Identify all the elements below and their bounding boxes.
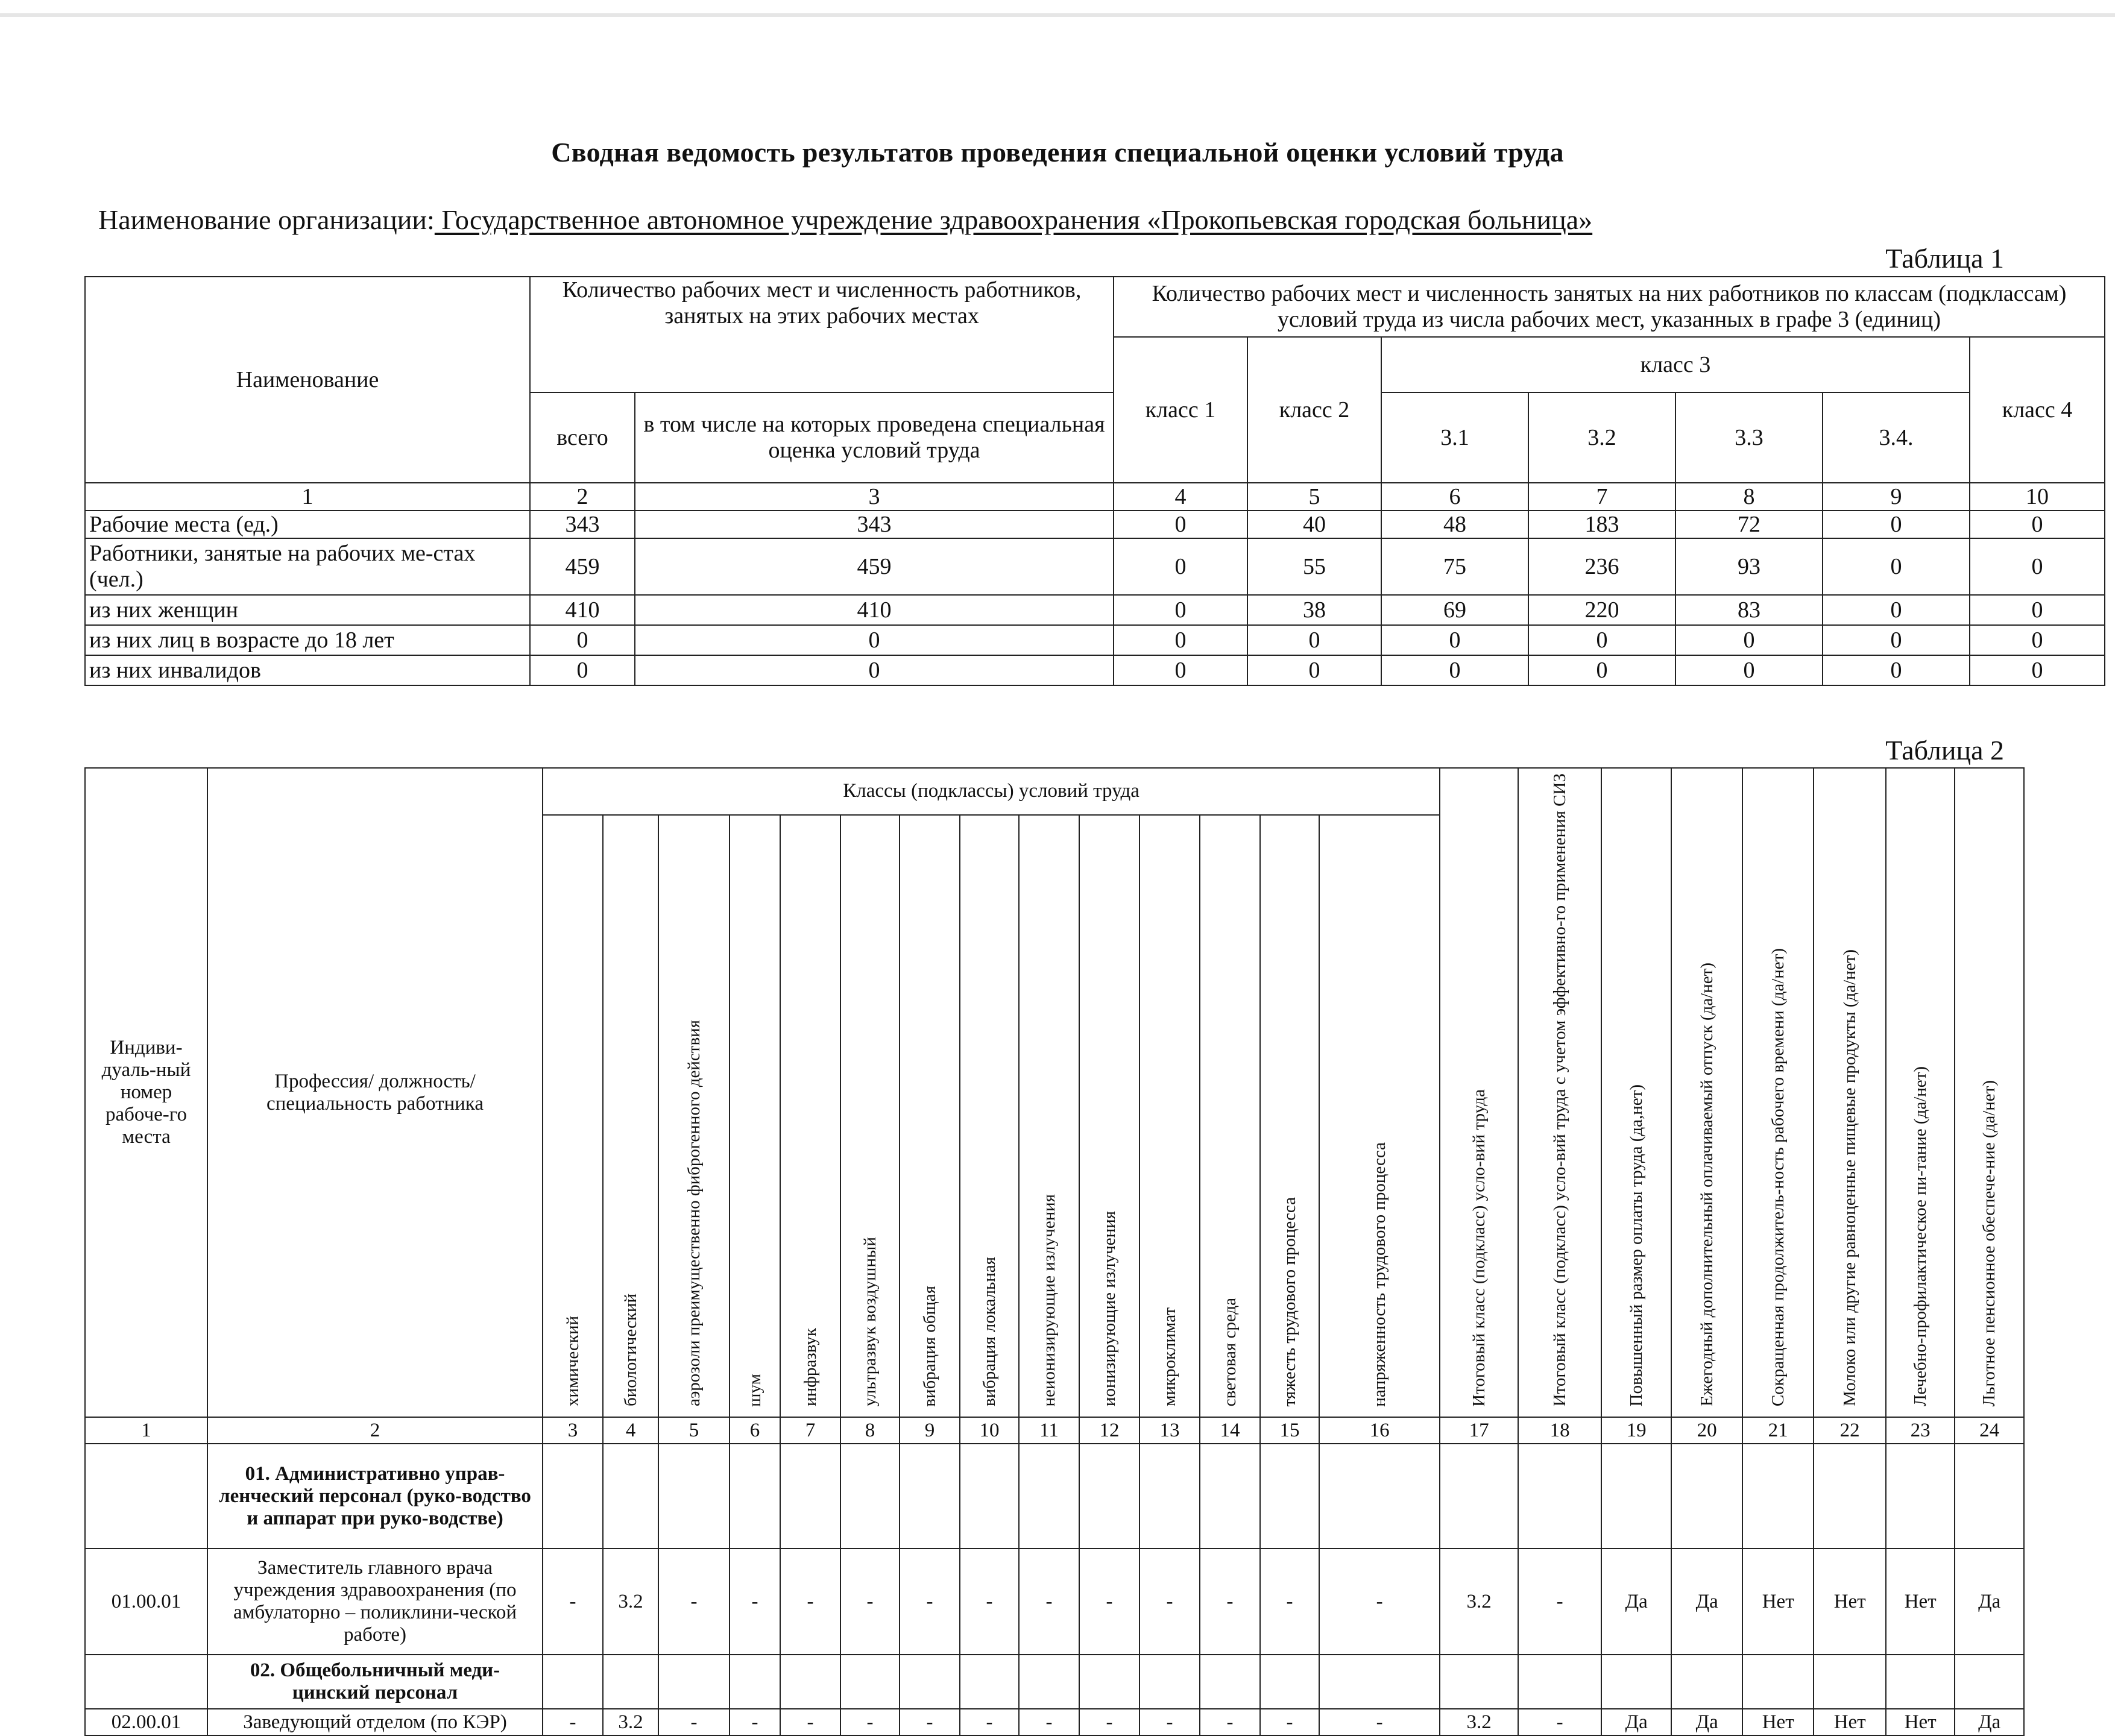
t2-header-factor: вибрация локальная <box>960 815 1019 1418</box>
t1-header-sub34: 3.4. <box>1823 392 1970 483</box>
t2-colnum: 4 <box>603 1417 658 1444</box>
t1-cell: 0 <box>1675 625 1823 655</box>
t2-header-factor: химический <box>543 815 603 1418</box>
t2-cell: Нет <box>1886 1549 1955 1655</box>
t1-cell: 459 <box>530 538 635 595</box>
t2-cell: 3.2 <box>603 1709 658 1735</box>
t2-colnum: 5 <box>658 1417 730 1444</box>
t2-colnum: 1 <box>85 1417 207 1444</box>
t2-header-factor: биологический <box>603 815 658 1418</box>
t1-colnum: 9 <box>1823 483 1970 511</box>
t1-row-label: из них инвалидов <box>85 655 530 685</box>
t1-cell: 0 <box>1381 625 1528 655</box>
t2-header-result-7: Лечебно-профилактическое пи-тание (да/нет) <box>1886 768 1955 1417</box>
t1-cell: 220 <box>1528 595 1675 625</box>
t2-colnum: 11 <box>1019 1417 1079 1444</box>
t1-cell: 38 <box>1247 595 1381 625</box>
t2-cell: - <box>1019 1709 1079 1735</box>
t1-header-class4: класс 4 <box>1970 337 2105 483</box>
t2-header-factor: инфразвук <box>780 815 840 1418</box>
t1-row-workers <box>85 538 2105 595</box>
t1-row-label: из них женщин <box>85 595 530 625</box>
t2-cell: Да <box>1955 1549 2024 1655</box>
t2-header-factor: шум <box>730 815 780 1418</box>
t1-cell: 0 <box>1247 655 1381 685</box>
t2-cell: - <box>543 1549 603 1655</box>
t2-section-row <box>85 1655 2024 1709</box>
t1-cell: 0 <box>530 655 635 685</box>
t2-cell: - <box>1260 1709 1319 1735</box>
t1-row-minors <box>85 625 2105 655</box>
t1-cell: 0 <box>1823 511 1970 538</box>
t1-cell: 0 <box>1114 538 1247 595</box>
t1-cell: 55 <box>1247 538 1381 595</box>
t1-colnum: 2 <box>530 483 635 511</box>
t2-cell: - <box>658 1549 730 1655</box>
t2-cell: Нет <box>1742 1549 1814 1655</box>
t1-cell: 0 <box>1823 595 1970 625</box>
t1-cell: 343 <box>530 511 635 538</box>
t2-header-result-3: Повышенный размер оплаты труда (да,нет) <box>1601 768 1671 1417</box>
t1-cell: 0 <box>635 625 1114 655</box>
t2-cell: - <box>780 1549 840 1655</box>
t2-header-factor: напряженность трудового процесса <box>1319 815 1440 1418</box>
t2-colnum: 17 <box>1440 1417 1518 1444</box>
t1-cell: 0 <box>1675 655 1823 685</box>
t1-header-class2: класс 2 <box>1247 337 1381 483</box>
t1-cell: 183 <box>1528 511 1675 538</box>
t1-cell: 83 <box>1675 595 1823 625</box>
t2-colnum: 6 <box>730 1417 780 1444</box>
t2-header-factor: световая среда <box>1200 815 1260 1418</box>
t2-cell: - <box>1260 1549 1319 1655</box>
t1-colnum: 8 <box>1675 483 1823 511</box>
organization-line <box>98 204 1592 236</box>
t1-header-class1: класс 1 <box>1114 337 1247 483</box>
t1-cell: 0 <box>1114 625 1247 655</box>
t2-cell: - <box>543 1709 603 1735</box>
t2-cell: - <box>960 1709 1019 1735</box>
t2-workplace-id: 02.00.01 <box>85 1709 207 1735</box>
t2-header-result-5: Сокращенная продолжитель-ность рабочего времени (да/нет) <box>1742 768 1814 1417</box>
t2-cell: - <box>900 1549 960 1655</box>
document-title: Сводная ведомость результатов проведения специальной оценки условий труда <box>551 137 1564 168</box>
t2-cell: - <box>730 1709 780 1735</box>
t1-cell: 236 <box>1528 538 1675 595</box>
scan-edge <box>0 13 2115 17</box>
t1-colnum: 7 <box>1528 483 1675 511</box>
t2-colnum: 9 <box>900 1417 960 1444</box>
t2-cell: Нет <box>1886 1709 1955 1735</box>
t2-header-factor: ионизирующие излучения <box>1079 815 1139 1418</box>
t2-colnum: 7 <box>780 1417 840 1444</box>
t2-cell: - <box>1139 1549 1200 1655</box>
t2-cell: - <box>900 1709 960 1735</box>
t1-row-label: Рабочие места (ед.) <box>85 511 530 538</box>
t1-cell: 0 <box>1528 625 1675 655</box>
t2-header-result-8: Льготное пенсионное обеспече-ние (да/нет) <box>1955 768 2024 1417</box>
t2-cell: Да <box>1671 1709 1742 1735</box>
t2-cell: 3.2 <box>603 1549 658 1655</box>
t1-row-disabled <box>85 655 2105 685</box>
t1-cell: 0 <box>1970 655 2105 685</box>
t2-workplace-id: 01.00.01 <box>85 1549 207 1655</box>
t2-header-factor: вибрация общая <box>900 815 960 1418</box>
t2-colnum: 8 <box>840 1417 900 1444</box>
t2-cell: Нет <box>1814 1549 1886 1655</box>
t2-cell: 3.2 <box>1440 1709 1518 1735</box>
t2-cell: - <box>1518 1709 1601 1735</box>
t1-header-total: всего <box>530 392 635 483</box>
t2-cell: Да <box>1671 1549 1742 1655</box>
t1-cell: 0 <box>1823 538 1970 595</box>
t1-colnum: 3 <box>635 483 1114 511</box>
t2-colnum: 2 <box>207 1417 543 1444</box>
table1-label: Таблица 1 <box>1885 243 2004 274</box>
t1-header-sub32: 3.2 <box>1528 392 1675 483</box>
organization-label: Наименование организации: <box>98 204 435 235</box>
t1-cell: 69 <box>1381 595 1528 625</box>
t2-cell: Нет <box>1742 1709 1814 1735</box>
t2-colnum: 14 <box>1200 1417 1260 1444</box>
t2-colnum: 15 <box>1260 1417 1319 1444</box>
t1-cell: 48 <box>1381 511 1528 538</box>
t2-cell: - <box>658 1709 730 1735</box>
t2-header-factor: неионизирующие излучения <box>1019 815 1079 1418</box>
t2-cell: - <box>1518 1549 1601 1655</box>
t2-header-id: Индиви-дуаль-ный номер рабоче-го места <box>85 768 207 1417</box>
organization-name: Государственное автономное учреждение здравоохранения «Прокопьевская городская больница» <box>434 204 1593 235</box>
t1-header-assessed: в том числе на которых проведена специальная оценка условий труда <box>635 392 1114 483</box>
t1-row-label: Работники, занятые на рабочих ме-стах (чел.) <box>85 538 530 595</box>
t2-cell: - <box>1319 1549 1440 1655</box>
t1-cell: 0 <box>1823 625 1970 655</box>
t1-cell: 410 <box>530 595 635 625</box>
t2-header-factor: тяжесть трудового процесса <box>1260 815 1319 1418</box>
t2-header-result-4: Ежегодный дополнительный оплачиваемый отпуск (да/нет) <box>1671 768 1742 1417</box>
t1-cell: 72 <box>1675 511 1823 538</box>
table2 <box>84 767 2025 1736</box>
t2-header-factor: аэрозоли преимущественно фиброгенного действия <box>658 815 730 1418</box>
t2-empty-cell <box>85 1655 207 1709</box>
t1-colnum: 1 <box>85 483 530 511</box>
t1-cell: 0 <box>1528 655 1675 685</box>
t2-cell: - <box>1079 1709 1139 1735</box>
t1-cell: 0 <box>1970 538 2105 595</box>
t1-colnum: 10 <box>1970 483 2105 511</box>
t1-cell: 0 <box>530 625 635 655</box>
t2-colnum: 22 <box>1814 1417 1886 1444</box>
t1-cell: 93 <box>1675 538 1823 595</box>
t1-cell: 0 <box>635 655 1114 685</box>
t1-header-name: Наименование <box>85 277 530 483</box>
t1-cell: 0 <box>1114 655 1247 685</box>
t2-colnum: 12 <box>1079 1417 1139 1444</box>
t2-cell: Да <box>1955 1709 2024 1735</box>
t2-colnum: 10 <box>960 1417 1019 1444</box>
t1-cell: 459 <box>635 538 1114 595</box>
t2-header-factor: микроклимат <box>1139 815 1200 1418</box>
t2-data-row <box>85 1549 2024 1655</box>
t1-cell: 0 <box>1381 655 1528 685</box>
t2-colnum: 21 <box>1742 1417 1814 1444</box>
t1-cell: 0 <box>1114 595 1247 625</box>
t2-header-result-1: Итоговый класс (подкласс) усло-вий труда <box>1440 768 1518 1417</box>
t1-cell: 410 <box>635 595 1114 625</box>
t1-cell: 0 <box>1970 625 2105 655</box>
table2-label: Таблица 2 <box>1885 735 2004 766</box>
t1-row-workplaces <box>85 511 2105 538</box>
t2-data-row <box>85 1709 2024 1735</box>
t2-profession-name: Заведующий отделом (по КЭР) <box>207 1709 543 1735</box>
t2-header-profession: Профессия/ должность/ специальность работника <box>207 768 543 1417</box>
t2-cell: - <box>840 1549 900 1655</box>
t2-cell: Нет <box>1814 1709 1886 1735</box>
t2-section-title: 01. Административно управ-ленческий персонал (руко-водство и аппарат при руко-водстве) <box>207 1444 543 1549</box>
t2-cell: - <box>1200 1709 1260 1735</box>
t2-colnum: 18 <box>1518 1417 1601 1444</box>
t2-header-result-6: Молоко или другие равноценные пищевые продукты (да/нет) <box>1814 768 1886 1417</box>
t1-colnum: 5 <box>1247 483 1381 511</box>
t2-colnum: 13 <box>1139 1417 1200 1444</box>
t2-cell: - <box>960 1549 1019 1655</box>
t2-cell: - <box>1079 1549 1139 1655</box>
t2-header-factor: ультразвук воздушный <box>840 815 900 1418</box>
t2-colnum: 23 <box>1886 1417 1955 1444</box>
table1 <box>84 276 2105 686</box>
t2-section-row <box>85 1444 2024 1549</box>
t2-header-classes: Классы (подклассы) условий труда <box>543 768 1440 815</box>
t1-row-women <box>85 595 2105 625</box>
t2-cell: - <box>1200 1549 1260 1655</box>
t2-cell: - <box>780 1709 840 1735</box>
t2-colnum: 19 <box>1601 1417 1671 1444</box>
t2-colnum: 3 <box>543 1417 603 1444</box>
t2-empty-cell <box>85 1444 207 1549</box>
t1-cell: 0 <box>1823 655 1970 685</box>
t1-colnum: 4 <box>1114 483 1247 511</box>
t2-cell: - <box>1319 1709 1440 1735</box>
t2-cell: 3.2 <box>1440 1549 1518 1655</box>
t1-cell: 0 <box>1114 511 1247 538</box>
t1-cell: 75 <box>1381 538 1528 595</box>
t2-colnum: 16 <box>1319 1417 1440 1444</box>
t2-profession-name: Заместитель главного врача учреждения здравоохранения (по амбулаторно – поликлини-ческой работе) <box>207 1549 543 1655</box>
t2-section-title: 02. Общебольничный меди-цинский персонал <box>207 1655 543 1709</box>
t1-header-sub31: 3.1 <box>1381 392 1528 483</box>
t1-cell: 0 <box>1247 625 1381 655</box>
t2-cell: - <box>1019 1549 1079 1655</box>
t2-cell: - <box>840 1709 900 1735</box>
t1-cell: 40 <box>1247 511 1381 538</box>
t2-cell: - <box>730 1549 780 1655</box>
t1-header-sub33: 3.3 <box>1675 392 1823 483</box>
t2-header-result-2: Итоговый класс (подкласс) усло-вий труда с учетом эффективно-го применения СИЗ <box>1518 768 1601 1417</box>
t1-header-class3: класс 3 <box>1381 337 1970 392</box>
t2-cell: - <box>1139 1709 1200 1735</box>
t1-row-label: из них лиц в возрасте до 18 лет <box>85 625 530 655</box>
t2-cell: Да <box>1601 1709 1671 1735</box>
t2-colnum-row <box>85 1417 2024 1444</box>
t1-header-classes: Количество рабочих мест и численность занятых на них работников по классам (подклассам) условий труда из числа рабочих мест, указанных в графе 3 (единиц) <box>1114 277 2105 337</box>
t1-header-counts: Количество рабочих мест и численность работников, занятых на этих рабочих местах <box>530 277 1114 392</box>
t1-cell: 0 <box>1970 595 2105 625</box>
t2-colnum: 24 <box>1955 1417 2024 1444</box>
t1-colnum: 6 <box>1381 483 1528 511</box>
t1-cell: 343 <box>635 511 1114 538</box>
t2-cell: Да <box>1601 1549 1671 1655</box>
t2-colnum: 20 <box>1671 1417 1742 1444</box>
t1-cell: 0 <box>1970 511 2105 538</box>
